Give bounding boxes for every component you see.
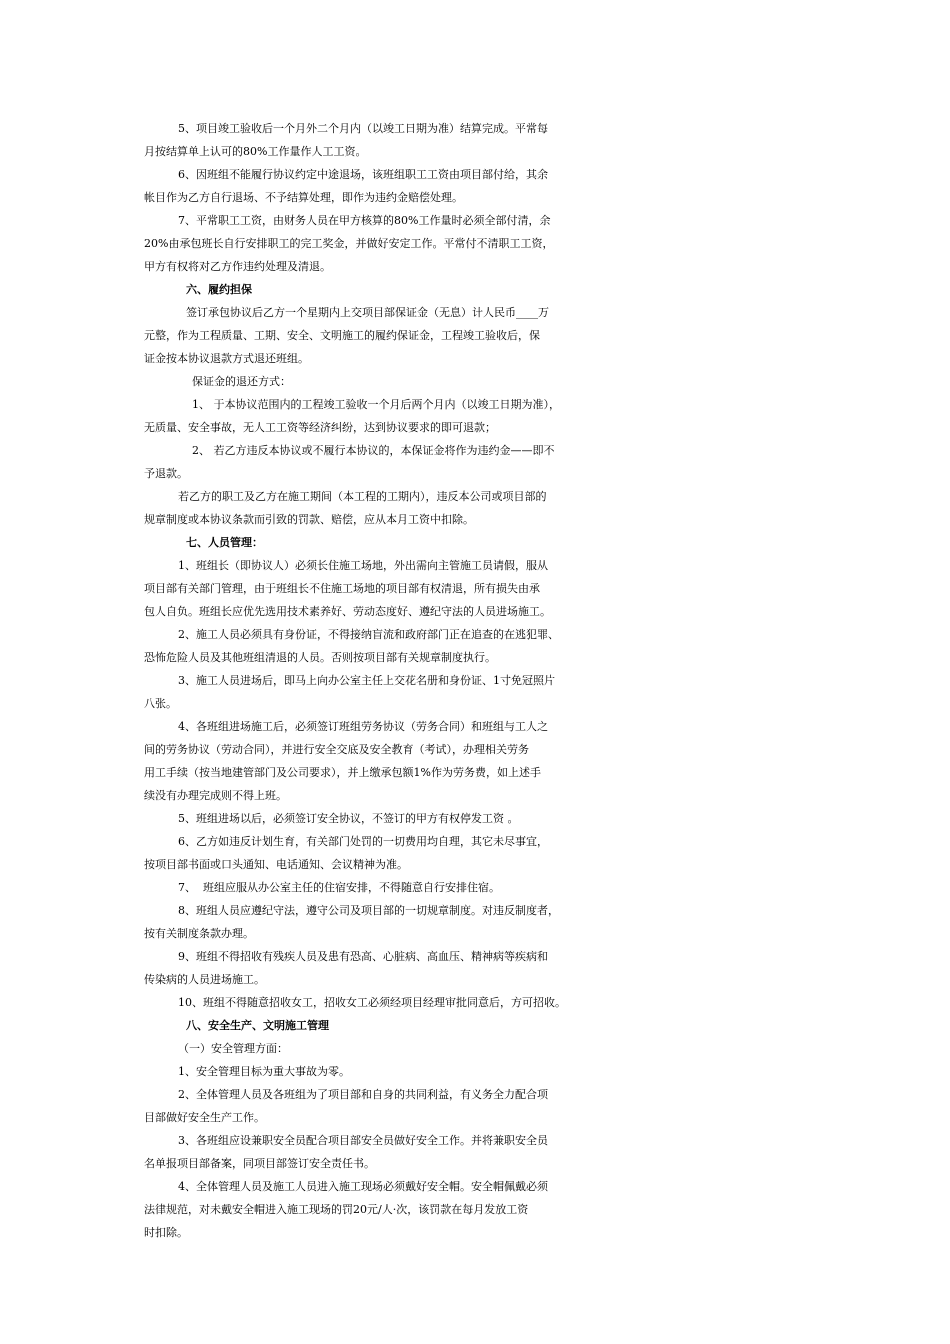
section-7-heading: 七、人员管理： <box>186 536 263 549</box>
staff-3-line-1: 3、施工人员进场后，即马上向办公室主任上交花名册和身份证、1寸免冠照片 <box>178 674 555 687</box>
staff-5-line-1: 5、班组进场以后，必须签订安全协议，不签订的甲方有权停发工资 。 <box>178 812 519 825</box>
staff-10-line-1: 10、班组不得随意招收女工，招收女工必须经项目经理审批同意后，方可招收。 <box>178 996 566 1009</box>
staff-4-line-2: 间的劳务协议（劳动合同），并进行安全交底及安全教育（考试），办理相关劳务 <box>144 743 529 756</box>
staff-1-line-3: 包人自负。班组长应优先选用技术素养好、劳动态度好、遵纪守法的人员进场施工。 <box>144 605 551 618</box>
staff-8-line-1: 8、班组人员应遵纪守法，遵守公司及项目部的一切规章制度。对违反制度者， <box>178 904 559 917</box>
clause-6-line-1: 6、因班组不能履行协议约定中途退场，该班组职工工资由项目部付给，其余 <box>178 168 548 181</box>
safety-4-line-2: 法律规范，对未戴安全帽进入施工现场的罚20元/人·次，该罚款在每月发放工资 <box>144 1203 529 1216</box>
refund-1-line-1: 1、 于本协议范围内的工程竣工验收一个月后两个月内（以竣工日期为准）， <box>192 398 560 411</box>
guarantee-line-3: 证金按本协议退款方式退还班组。 <box>144 352 309 365</box>
staff-2-line-1: 2、施工人员必须具有身份证，不得接纳盲流和政府部门正在追查的在逃犯罪、 <box>178 628 559 641</box>
refund-method-heading: 保证金的退还方式： <box>192 375 291 388</box>
staff-9-line-2: 传染病的人员进场施工。 <box>144 973 265 986</box>
clause-5-line-1: 5、项目竣工验收后一个月外二个月内（以竣工日期为准）结算完成。平常每 <box>178 122 548 135</box>
staff-1-line-2: 项目部有关部门管理，由于班组长不住施工场地的项目部有权清退，所有损失由承 <box>144 582 540 595</box>
staff-1-line-1: 1、班组长（即协议人）必须长住施工场地，外出需向主管施工员请假，服从 <box>178 559 548 572</box>
staff-6-line-1: 6、乙方如违反计划生育，有关部门处罚的一切费用均自理，其它未尽事宜， <box>178 835 548 848</box>
safety-3-line-2: 名单报项目部备案，同项目部签订安全责任书。 <box>144 1157 375 1170</box>
staff-4-line-3: 用工手续（按当地建管部门及公司要求），并上缴承包额1%作为劳务费，如上述手 <box>144 766 541 779</box>
guarantee-line-2: 元整，作为工程质量、工期、安全、文明施工的履约保证金，工程竣工验收后，保 <box>144 329 540 342</box>
staff-6-line-2: 按项目部书面或口头通知、电话通知、会议精神为准。 <box>144 858 408 871</box>
staff-3-line-2: 八张。 <box>144 697 177 710</box>
clause-7-line-1: 7、平常职工工资，由财务人员在甲方核算的80%工作量时必须全部付清，余 <box>178 214 551 227</box>
refund-2-line-1: 2、 若乙方违反本协议或不履行本协议的，本保证金将作为违约金——即不 <box>192 444 555 457</box>
clause-6-line-2: 帐目作为乙方自行退场、不予结算处理，即作为违约金赔偿处理。 <box>144 191 463 204</box>
safety-4-line-3: 时扣除。 <box>144 1226 188 1239</box>
safety-2-line-1: 2、全体管理人员及各班组为了项目部和自身的共同利益，有义务全力配合项 <box>178 1088 548 1101</box>
clause-7-line-3: 甲方有权将对乙方作违约处理及清退。 <box>144 260 331 273</box>
staff-4-line-1: 4、各班组进场施工后，必须签订班组劳务协议（劳务合同）和班组与工人之 <box>178 720 548 733</box>
safety-3-line-1: 3、各班组应设兼职安全员配合项目部安全员做好安全工作。并将兼职安全员 <box>178 1134 548 1147</box>
safety-4-line-1: 4、全体管理人员及施工人员进入施工现场必须戴好安全帽。安全帽佩戴必须 <box>178 1180 548 1193</box>
staff-2-line-2: 恐怖危险人员及其他班组清退的人员。否则按项目部有关规章制度执行。 <box>144 651 496 664</box>
clause-5-line-2: 月按结算单上认可的80%工作量作人工工资。 <box>144 145 367 158</box>
penalty-line-1: 若乙方的职工及乙方在施工期间（本工程的工期内），违反本公司或项目部的 <box>178 490 547 503</box>
section-8-heading: 八、安全生产、文明施工管理 <box>186 1019 329 1032</box>
safety-subheading: （一）安全管理方面： <box>178 1042 288 1055</box>
staff-7-line-1: 7、 班组应服从办公室主任的住宿安排，不得随意自行安排住宿。 <box>178 881 500 894</box>
guarantee-line-1: 签订承包协议后乙方一个星期内上交项目部保证金（无息）计人民币____万 <box>186 306 549 319</box>
section-6-heading: 六、履约担保 <box>186 283 252 296</box>
staff-9-line-1: 9、班组不得招收有残疾人员及患有恐高、心脏病、高血压、精神病等疾病和 <box>178 950 548 963</box>
safety-2-line-2: 目部做好安全生产工作。 <box>144 1111 265 1124</box>
refund-1-line-2: 无质量、安全事故，无人工工资等经济纠纷，达到协议要求的即可退款； <box>144 421 496 434</box>
refund-2-line-2: 予退款。 <box>144 467 188 480</box>
penalty-line-2: 规章制度或本协议条款而引致的罚款、赔偿，应从本月工资中扣除。 <box>144 513 474 526</box>
clause-7-line-2: 20%由承包班长自行安排职工的完工奖金，并做好安定工作。平常付不清职工工资， <box>144 237 554 250</box>
staff-4-line-4: 续没有办理完成则不得上班。 <box>144 789 287 802</box>
staff-8-line-2: 按有关制度条款办理。 <box>144 927 254 940</box>
safety-1-line-1: 1、安全管理目标为重大事故为零。 <box>178 1065 350 1078</box>
